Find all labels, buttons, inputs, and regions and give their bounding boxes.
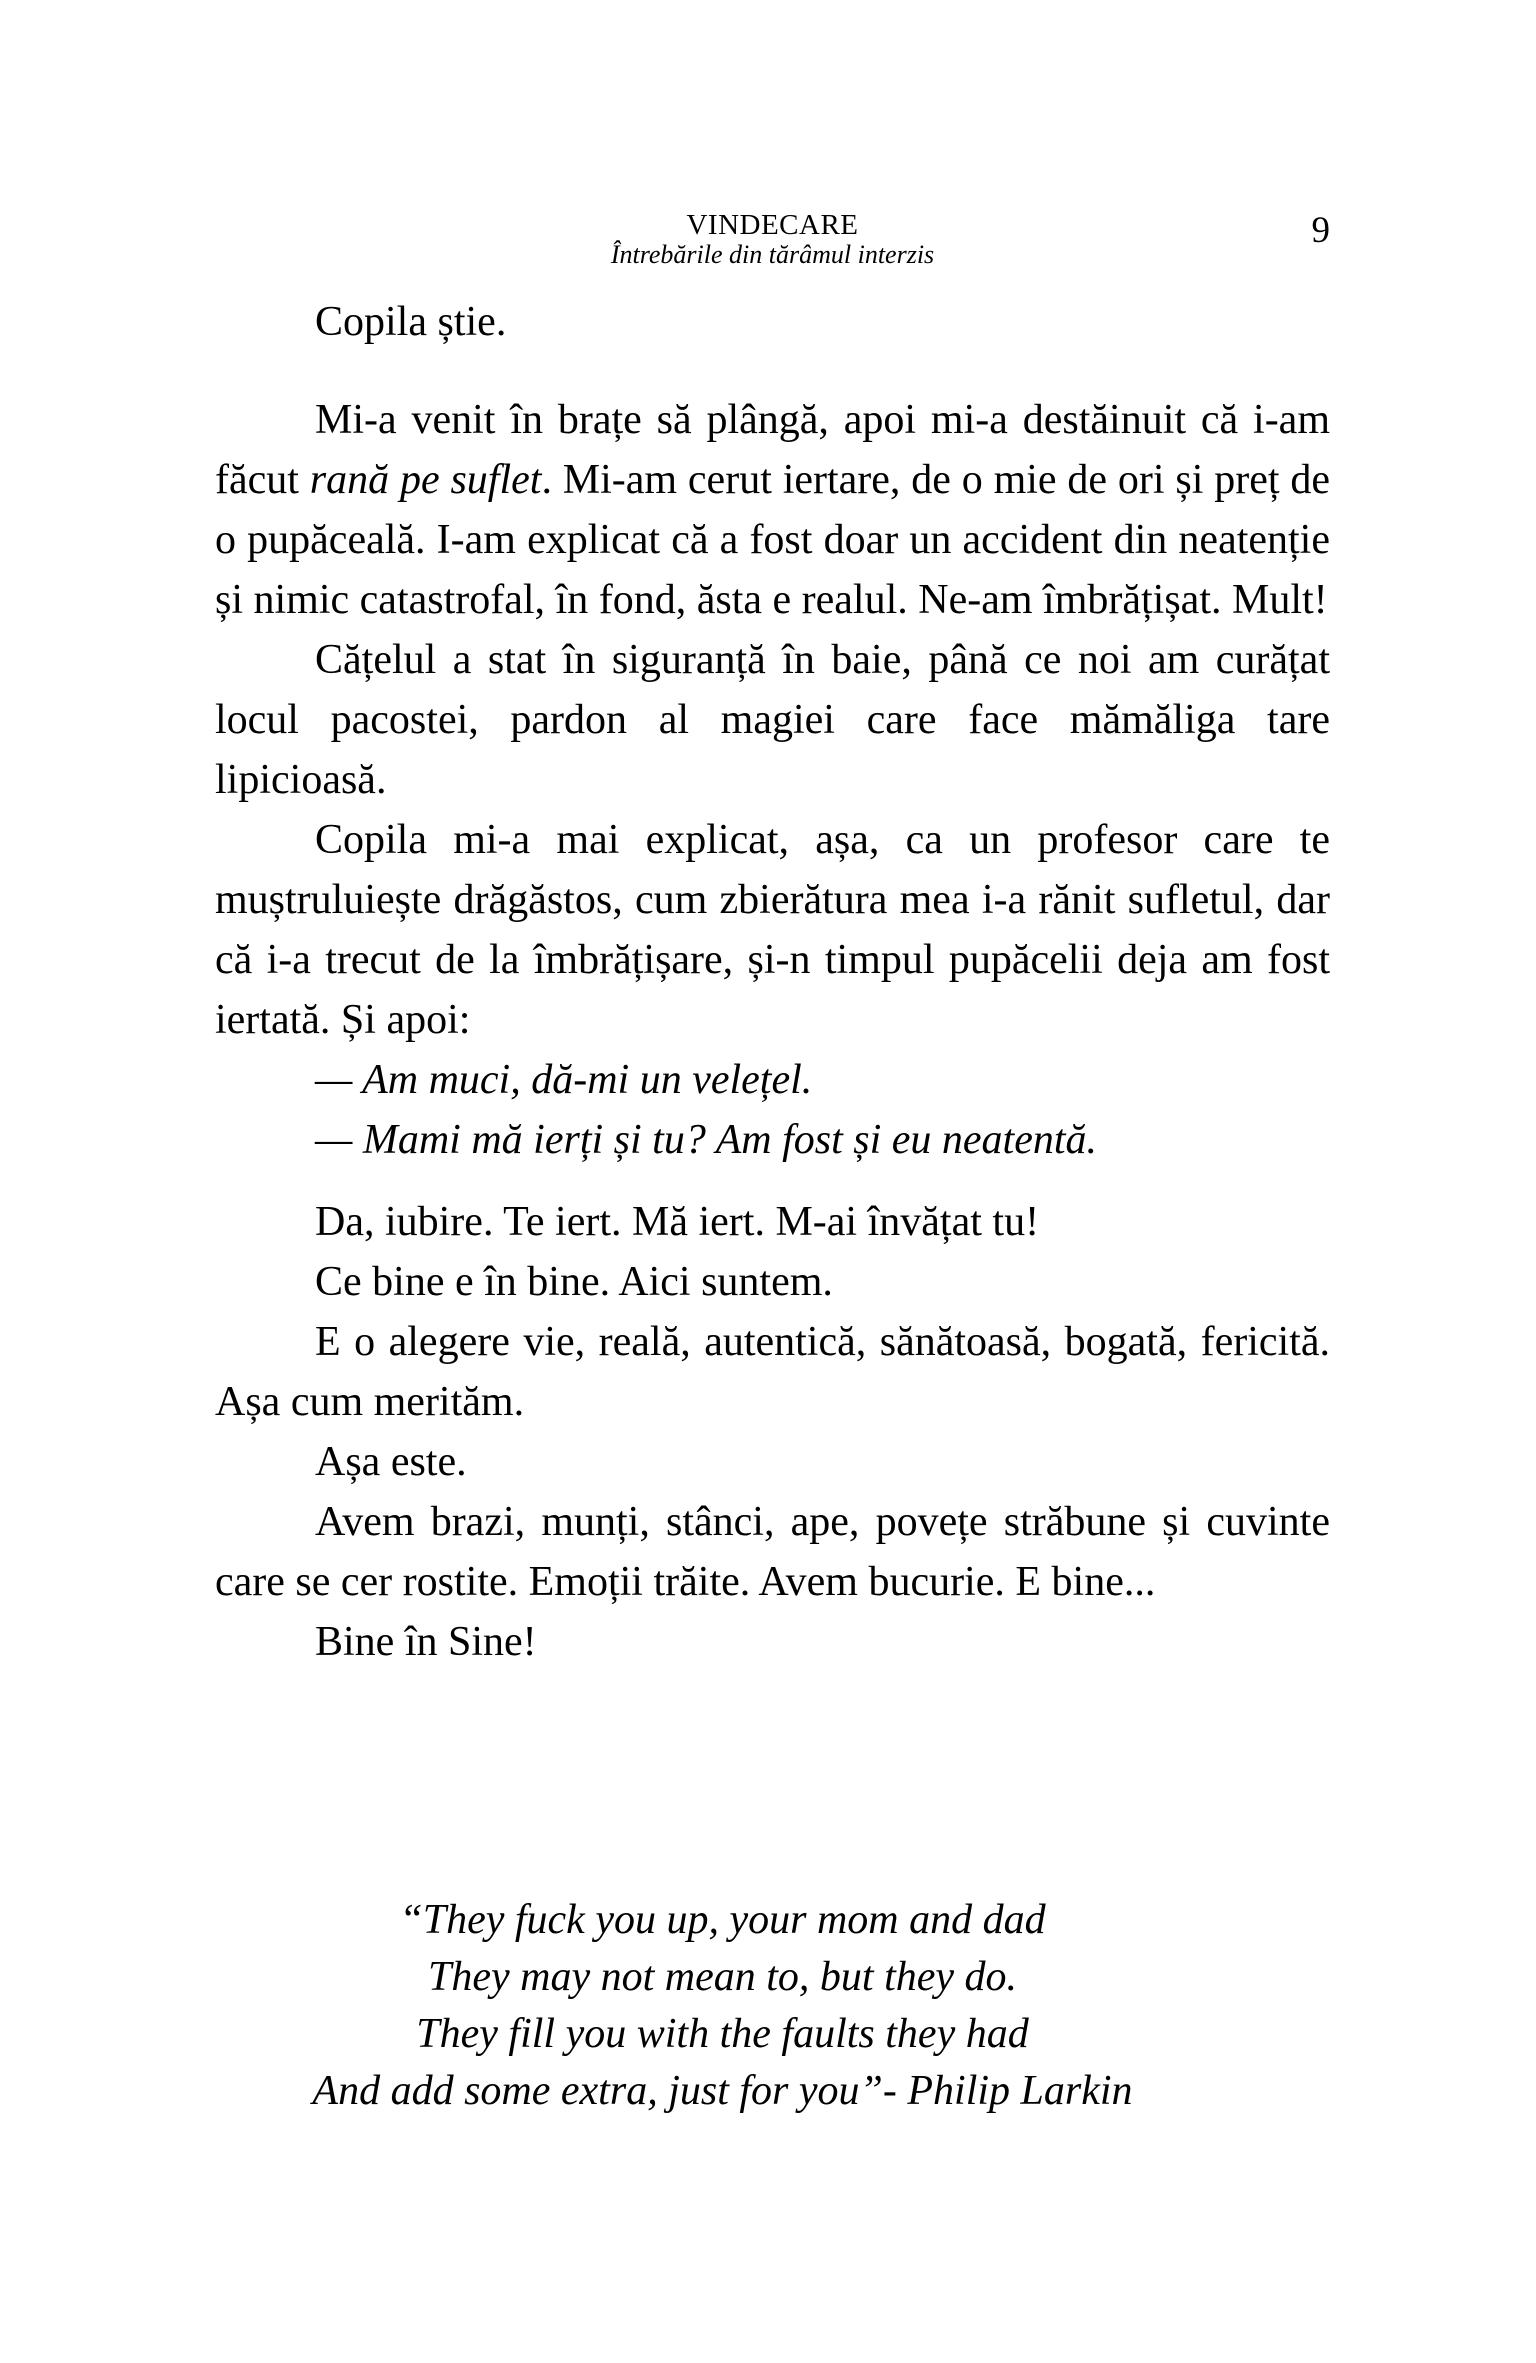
paragraph: Ce bine e în bine. Aici suntem. [315,1259,833,1305]
dialogue-line: — Mami mă ierți și tu? Am fost și eu neatentă. [315,1117,1098,1163]
italic-phrase: rană pe suflet [309,457,542,503]
paragraph: Avem brazi, munți, stânci, ape, povețe străbune și cuvinte care se cer rostite. Emoții trăite. Avem bucurie. E bine... [215,1499,1330,1605]
paragraph: E o alegere vie, reală, autentică, sănătoasă, bogată, fericită. Așa cum merităm. [215,1319,1330,1425]
poem-quote [215,1892,1330,2120]
paragraph-text: Mi-a venit în brațe să plângă, apoi mi-a destăinuit că i-am făcut [215,397,1330,503]
chapter-subtitle: Întrebările din tărâmul interzis [610,240,935,269]
poem-line: “They fuck you up, your mom and dad [399,1897,1046,1943]
chapter-title: VINDECARE [686,209,859,241]
dialogue-line: — Am muci, dă-mi un velețel. [315,1057,813,1103]
page-number: 9 [1311,210,1330,251]
poem-line: They may not mean to, but they do. [427,1954,1018,2000]
paragraph [215,390,1330,630]
paragraph-text: . Mi-am cerut iertare, de o mie de ori și preț de o pupăceală. I-am explicat că a fost doar un accident din neatenție și nimic catastrofal, în fond, ăsta e realul. Ne-am îmbrățișat. Mult! [215,457,1330,623]
page-header [215,210,1330,270]
paragraph: Bine în Sine! [315,1619,537,1665]
paragraph: Da, iubire. Te iert. Mă iert. M-ai învățat tu! [315,1199,1040,1245]
paragraph: Copila mi-a mai explicat, așa, ca un profesor care te muștruluiește drăgăstos, cum zbierătura mea i-a rănit sufletul, dar că i-a trecut de la îmbrățișare, și-n timpul pupăcelii deja am fost iertată. Și apoi: [215,817,1330,1043]
paragraph: Așa este. [315,1439,467,1485]
body-text [215,292,1330,1672]
poem-line: They fill you with the faults they had [416,2011,1029,2057]
poem-line-with-attribution: And add some extra, just for you”- Philip Larkin [312,2068,1133,2114]
paragraph: Cățelul a stat în siguranță în baie, până ce noi am curățat locul pacostei, pardon al magiei care face mămăliga tare lipicioasă. [215,637,1330,803]
paragraph: Copila știe. [315,299,507,345]
